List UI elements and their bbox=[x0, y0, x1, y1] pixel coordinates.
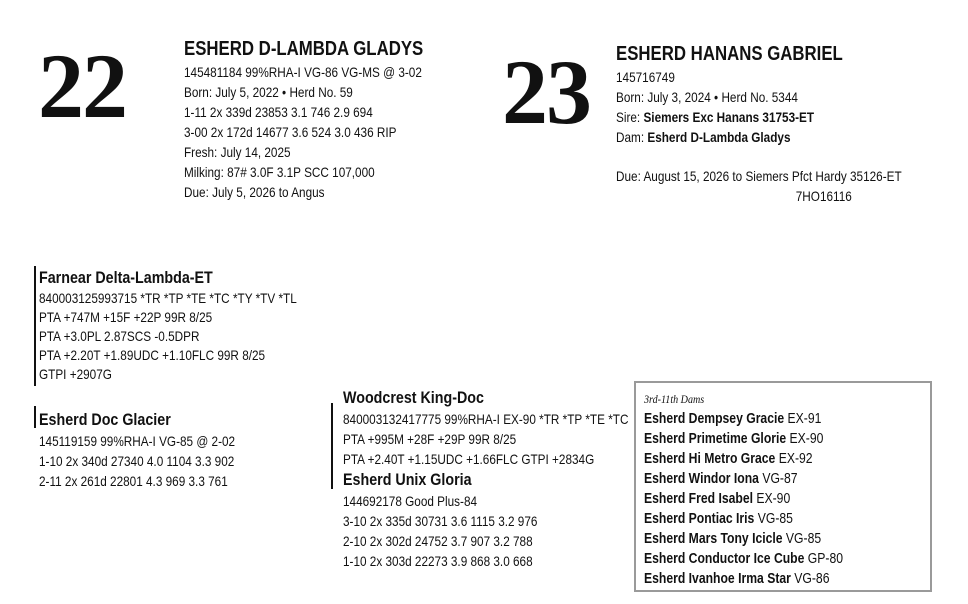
lot-22-line: 1-11 2x 339d 23853 3.1 746 2.9 694 bbox=[184, 104, 373, 120]
dam-item-score: GP-80 bbox=[807, 551, 844, 567]
dams-box-heading: 3rd-11th Dams bbox=[644, 392, 705, 406]
dam-block-line: 2-11 2x 261d 22801 4.3 969 3.3 761 bbox=[39, 473, 228, 489]
dams-box-content bbox=[644, 392, 843, 589]
dam-item-name: Esherd Hi Metro Grace bbox=[644, 451, 776, 467]
pedigree-bracket bbox=[34, 406, 36, 428]
lot-22-line: Born: July 5, 2022 • Herd No. 59 bbox=[184, 84, 353, 100]
dam-item-name: Esherd Primetime Glorie bbox=[644, 431, 787, 447]
sire-block-line: 840003125993715 *TR *TP *TE *TC *TY *TV *TL bbox=[39, 290, 297, 306]
lot-23-due-code: 7HO16116 bbox=[795, 188, 852, 204]
lot-22-number: 22 bbox=[38, 35, 126, 137]
lot-23-due: Due: August 15, 2026 to Siemers Pfct Hardy 35126-ET bbox=[616, 168, 902, 184]
maternal-sire-block bbox=[343, 387, 628, 469]
dam-item-score: EX-92 bbox=[778, 451, 813, 467]
lot-22-name: ESHERD D-LAMBDA GLADYS bbox=[184, 38, 424, 60]
maternal-dam-line: 144692178 Good Plus-84 bbox=[343, 493, 478, 509]
dam-item-score: EX-90 bbox=[756, 491, 791, 507]
dam-item-score: VG-85 bbox=[757, 511, 793, 527]
sire-block bbox=[39, 267, 297, 384]
lot-22-lines bbox=[184, 62, 423, 202]
maternal-dam-line: 3-10 2x 335d 30731 3.6 1115 3.2 976 bbox=[343, 513, 538, 529]
sire-block-line: PTA +3.0PL 2.87SCS -0.5DPR bbox=[39, 328, 200, 344]
dam-item-name: Esherd Mars Tony Icicle bbox=[644, 531, 783, 547]
dam-item bbox=[644, 569, 843, 589]
dam-item-score: VG-87 bbox=[762, 471, 798, 487]
maternal-sire-line: PTA +995M +28F +29P 99R 8/25 bbox=[343, 431, 517, 447]
dam-label: Dam: bbox=[616, 129, 645, 145]
lot-23-sire bbox=[616, 107, 902, 127]
lot-23-name: ESHERD HANANS GABRIEL bbox=[616, 43, 843, 65]
dam-item bbox=[644, 509, 843, 529]
sire-block-name: Farnear Delta-Lambda-ET bbox=[39, 268, 213, 287]
dam-item bbox=[644, 469, 843, 489]
dam-item-score: EX-91 bbox=[787, 411, 822, 427]
dam-name: Esherd D-Lambda Gladys bbox=[647, 129, 791, 145]
dam-item-name: Esherd Windor Iona bbox=[644, 471, 759, 487]
maternal-dam-name: Esherd Unix Gloria bbox=[343, 470, 472, 489]
lot-22-line: Milking: 87# 3.0F 3.1P SCC 107,000 bbox=[184, 164, 375, 180]
sire-label: Sire: bbox=[616, 109, 641, 125]
dam-block bbox=[39, 409, 235, 491]
lot-22-block bbox=[184, 36, 423, 202]
dam-item bbox=[644, 489, 843, 509]
dam-item-name: Esherd Fred Isabel bbox=[644, 491, 753, 507]
dam-block-line: 1-10 2x 340d 27340 4.0 1104 3.3 902 bbox=[39, 453, 235, 469]
lot-23-reg: 145716749 bbox=[616, 69, 675, 85]
maternal-dam-block bbox=[343, 469, 537, 571]
pedigree-bracket bbox=[34, 266, 36, 386]
sire-block-line: PTA +747M +15F +22P 99R 8/25 bbox=[39, 309, 213, 325]
lot-22-line: 145481184 99%RHA-I VG-86 VG-MS @ 3-02 bbox=[184, 64, 422, 80]
maternal-sire-name: Woodcrest King-Doc bbox=[343, 388, 484, 407]
dam-block-name: Esherd Doc Glacier bbox=[39, 410, 171, 429]
dam-item bbox=[644, 529, 843, 549]
dam-item-name: Esherd Ivanhoe Irma Star bbox=[644, 571, 791, 587]
pedigree-bracket bbox=[331, 403, 333, 489]
lot-23-dam bbox=[616, 127, 902, 147]
dam-block-line: 145119159 99%RHA-I VG-85 @ 2-02 bbox=[39, 433, 236, 449]
lot-23-born: Born: July 3, 2024 • Herd No. 5344 bbox=[616, 89, 798, 105]
maternal-sire-line: PTA +2.40T +1.15UDC +1.66FLC GTPI +2834G bbox=[343, 451, 595, 467]
dam-item-score: VG-85 bbox=[785, 531, 822, 547]
lot-22-line: Due: July 5, 2026 to Angus bbox=[184, 184, 325, 200]
dams-box bbox=[634, 381, 932, 592]
dams-list bbox=[644, 409, 843, 589]
lot-23-number: 23 bbox=[502, 41, 590, 143]
dam-item-name: Esherd Conductor Ice Cube bbox=[644, 551, 805, 567]
dam-item bbox=[644, 449, 843, 469]
dam-item-name: Esherd Dempsey Gracie bbox=[644, 411, 785, 427]
dam-item bbox=[644, 549, 843, 569]
dam-item bbox=[644, 409, 843, 429]
sire-block-line: PTA +2.20T +1.89UDC +1.10FLC 99R 8/25 bbox=[39, 347, 266, 363]
maternal-sire-line: 840003132417775 99%RHA-I EX-90 *TR *TP *TE *TC bbox=[343, 411, 629, 427]
dam-item-name: Esherd Pontiac Iris bbox=[644, 511, 755, 527]
sire-block-line: GTPI +2907G bbox=[39, 366, 112, 382]
lot-22-line: 3-00 2x 172d 14677 3.6 524 3.0 436 RIP bbox=[184, 124, 397, 140]
maternal-dam-line: 1-10 2x 303d 22273 3.9 868 3.0 668 bbox=[343, 553, 533, 569]
lot-23-block bbox=[616, 41, 902, 206]
maternal-dam-line: 2-10 2x 302d 24752 3.7 907 3.2 788 bbox=[343, 533, 533, 549]
dam-item-score: VG-86 bbox=[794, 571, 830, 587]
dam-item bbox=[644, 429, 843, 449]
dam-item-score: EX-90 bbox=[789, 431, 824, 447]
lot-22-line: Fresh: July 14, 2025 bbox=[184, 144, 291, 160]
sire-name: Siemers Exc Hanans 31753-ET bbox=[643, 109, 815, 125]
